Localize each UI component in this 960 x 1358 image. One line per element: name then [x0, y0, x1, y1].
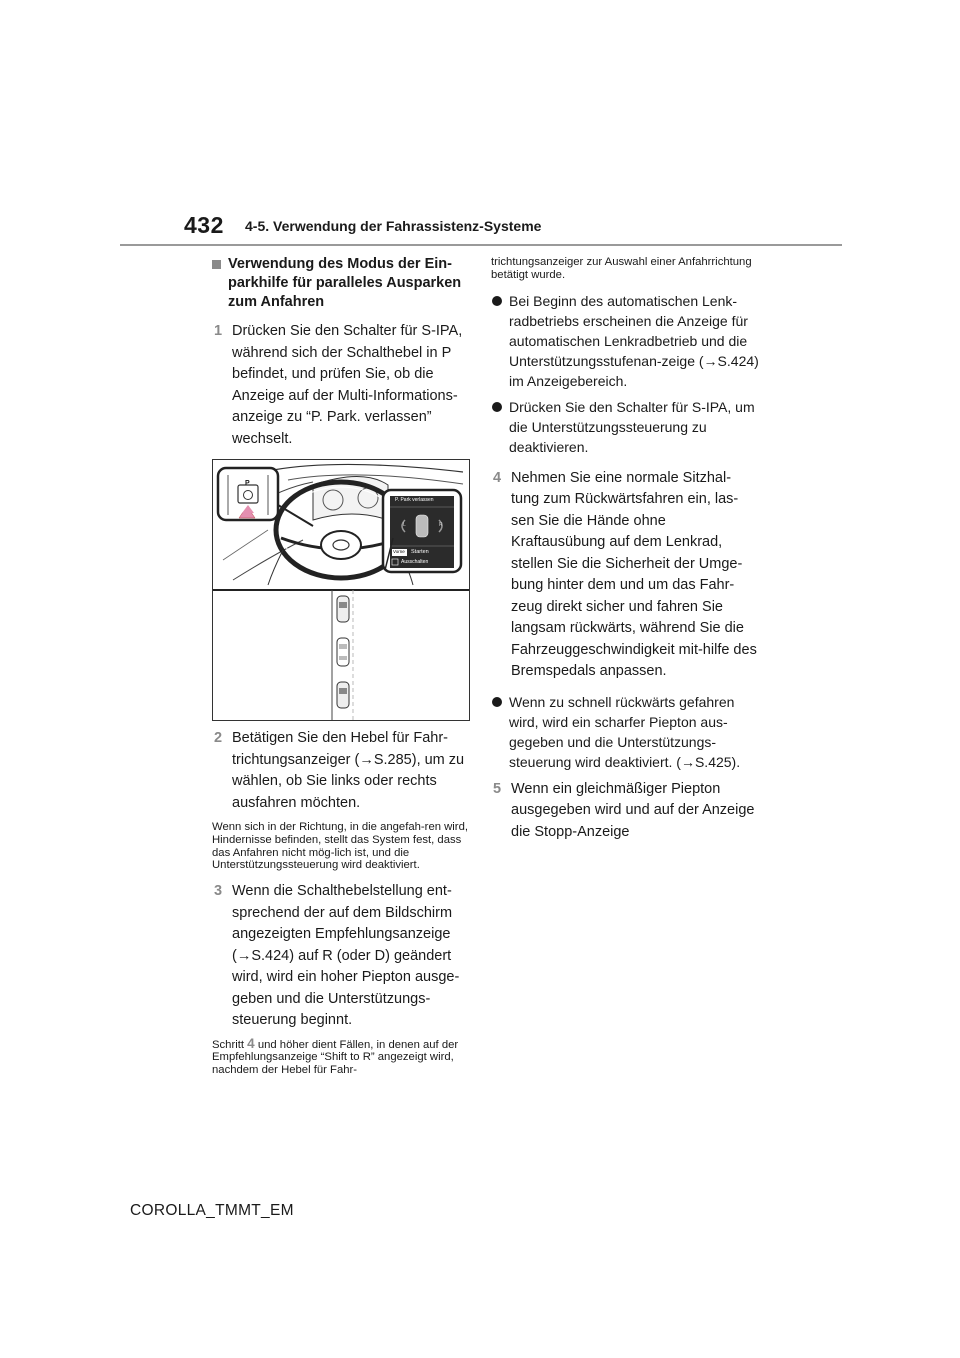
step-number: 3 — [214, 883, 223, 900]
note-step-number: 4 — [247, 1035, 255, 1051]
bullet-dot-icon — [492, 296, 502, 306]
own-car — [337, 638, 349, 666]
section-heading-text: Verwendung des Modus der Ein-parkhilfe für paralleles Ausparken zum Anfahren — [228, 256, 462, 310]
note-prefix: Schritt — [212, 1038, 245, 1051]
page-number: 432 — [184, 212, 224, 238]
step-text: Wenn ein gleichmäßiger Piepton ausgegeben wird und auf der Anzeige die Stopp-Anzeige — [511, 780, 755, 840]
bullet-item — [491, 291, 759, 391]
note-suffix: und höher dient Fällen, in denen auf der Empfehlungsanzeige “Shift to R” angezeigt wird, nachdem der Hebel für Fahr- — [212, 1038, 459, 1077]
step-5 — [491, 779, 759, 844]
start-label: Starten — [411, 549, 429, 555]
note-step-4 — [212, 1035, 474, 1077]
step-number: 2 — [214, 730, 223, 746]
bullet-item — [491, 692, 759, 772]
note-obstacles: Wenn sich in der Richtung, in die angefah-ren wird, Hindernisse befinden, stellt das System fest, dass das Anfahren nicht mög-lich ist, und die Unterstützungssteuerung wird deaktiviert. — [212, 821, 468, 872]
step-1 — [212, 321, 474, 450]
parked-car-front — [337, 596, 349, 622]
switch-label: P — [245, 480, 250, 487]
step-4 — [491, 468, 759, 683]
label-right: R — [439, 522, 443, 528]
bullet-text: Bei Beginn des automatischen Lenk-radbetriebs erscheinen die Anzeige für automatischen Lenkradbetrieb und die Unterstützungsstufenan-zeige (→S.424) im Anzeigebereich. — [509, 292, 759, 389]
note-continued: trichtungsanzeiger zur Auswahl einer Anfahrrichtung betätigt wurde. — [491, 256, 752, 281]
left-column — [212, 255, 474, 450]
step-text: Betätigen Sie den Hebel für Fahr-trichtungsanzeiger (→S.285), um zu wählen, ob Sie links oder rechts ausfahren möchten. — [232, 730, 465, 811]
step-text: Nehmen Sie eine normale Sitzhal-tung zum Rückwärtsfahren ein, las-sen Sie die Hände ohne Kraftausübung auf dem Lenkrad, stellen Sie die Sicherheit der Umge-bung hinter dem und um das Fahr-zeug direkt sicher und fahren Sie langsam rückwärts, während Sie die Fahrzeuggeschwindigkeit mit-hilfe des Bremspedals anpassen. — [511, 469, 757, 680]
left-column-lower — [212, 728, 474, 1077]
model-code: COROLLA_TMMT_EM — [130, 1202, 294, 1219]
step-number: 5 — [493, 780, 502, 797]
step-number: 4 — [493, 469, 502, 486]
bullet-text: Drücken Sie den Schalter für S-IPA, um die Unterstützungssteuerung zu deaktivieren. — [509, 398, 755, 455]
section-title: 4-5. Verwendung der Fahrassistenz-Systeme — [245, 218, 542, 234]
square-bullet-icon — [212, 260, 221, 269]
s-ipa-illustration — [212, 459, 470, 721]
step-text: Wenn die Schalthebelstellung ent-sprechend der auf dem Bildschirm angezeigten Empfehlungsanzeige (→S.424) auf R (oder D) geändert wird, wird ein hoher Piepton ausge-geben und die Unterstützungs-steuerung beginnt. — [232, 883, 460, 1029]
label-left: L — [403, 522, 406, 528]
bullet-item — [491, 397, 759, 457]
header-divider — [120, 244, 842, 246]
forward-tag: Vorne — [393, 549, 405, 554]
right-column — [491, 256, 759, 843]
display-title: P. Park verlassen — [395, 497, 434, 503]
step-text: Drücken Sie den Schalter für S-IPA, während sich der Schalthebel in P befindet, und prüfen Sie, ob die Anzeige auf der Multi-Informations-anzeige zu “P. Park. verlassen” wechselt. — [232, 323, 463, 447]
parked-car-rear — [337, 682, 349, 708]
section-heading — [212, 255, 474, 312]
off-label: Ausschalten — [401, 559, 429, 565]
step-number: 1 — [214, 323, 223, 339]
bullet-text: Wenn zu schnell rückwärts gefahren wird, wird ein scharfer Piepton aus-gegeben und die Unterstützungs-steuerung wird deaktiviert. (→S.425). — [509, 693, 741, 770]
step-2 — [212, 728, 474, 814]
bullet-dot-icon — [492, 697, 502, 707]
bullet-dot-icon — [492, 402, 502, 412]
step-3 — [212, 881, 474, 1032]
